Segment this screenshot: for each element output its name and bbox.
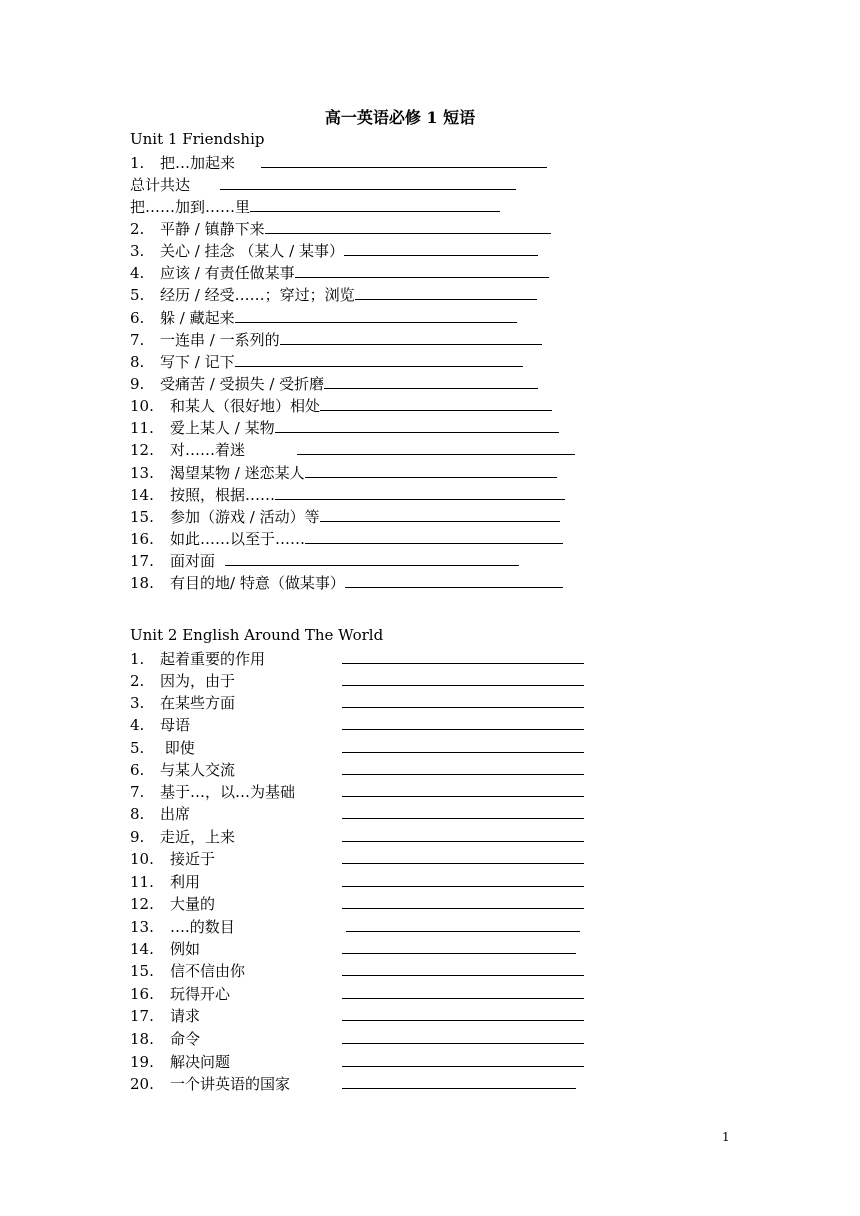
answer-blank[interactable] <box>265 219 551 234</box>
list-item: 8. 写下 / 记下 <box>130 351 523 373</box>
list-item: 17. 面对面 <box>130 550 519 572</box>
answer-blank[interactable] <box>305 463 557 478</box>
list-item: 16. 玩得开心 <box>130 983 584 1005</box>
answer-blank[interactable] <box>342 738 584 753</box>
list-item: 13. ….的数目 <box>130 916 580 938</box>
answer-blank[interactable] <box>342 671 584 686</box>
list-item: 13. 渴望某物 / 迷恋某人 <box>130 462 557 484</box>
list-item: 9. 走近，上来 <box>130 826 584 848</box>
answer-blank[interactable] <box>342 1006 584 1021</box>
list-item: 6. 与某人交流 <box>130 759 584 781</box>
answer-blank[interactable] <box>295 263 549 278</box>
list-item: 17. 请求 <box>130 1005 584 1027</box>
list-item: 14. 例如 <box>130 938 576 960</box>
list-item: 6. 躲 / 藏起来 <box>130 307 517 329</box>
list-item: 9. 受痛苦 / 受损失 / 受折磨 <box>130 373 538 395</box>
answer-blank[interactable] <box>250 197 500 212</box>
answer-blank[interactable] <box>342 1052 584 1067</box>
list-item: 19. 解决问题 <box>130 1051 584 1073</box>
list-item: 1. 把…加起来 <box>130 152 547 174</box>
answer-blank[interactable] <box>342 782 584 797</box>
list-item: 11. 利用 <box>130 871 584 893</box>
list-item: 10. 接近于 <box>130 848 584 870</box>
answer-blank[interactable] <box>342 760 584 775</box>
answer-blank[interactable] <box>320 396 552 411</box>
list-item: 3. 关心 / 挂念 （某人 / 某事） <box>130 240 538 262</box>
answer-blank[interactable] <box>297 440 575 455</box>
answer-blank[interactable] <box>342 827 584 842</box>
list-item: 8. 出席 <box>130 803 584 825</box>
answer-blank[interactable] <box>342 939 576 954</box>
answer-blank[interactable] <box>275 485 565 500</box>
answer-blank[interactable] <box>342 1029 584 1044</box>
answer-blank[interactable] <box>320 507 560 522</box>
list-item: 把……加到……里 <box>130 196 500 218</box>
answer-blank[interactable] <box>342 1074 576 1089</box>
list-item: 7. 一连串 / 一系列的 <box>130 329 542 351</box>
answer-blank[interactable] <box>235 352 523 367</box>
list-item: 12. 大量的 <box>130 893 584 915</box>
answer-blank[interactable] <box>342 872 584 887</box>
list-item: 总计共达 <box>130 174 516 196</box>
list-item: 18. 命令 <box>130 1028 584 1050</box>
list-item: 4. 应该 / 有责任做某事 <box>130 262 549 284</box>
answer-blank[interactable] <box>280 330 542 345</box>
list-item: 14. 按照，根据…… <box>130 484 565 506</box>
list-item: 12. 对……着迷 <box>130 439 575 461</box>
answer-blank[interactable] <box>342 894 584 909</box>
answer-blank[interactable] <box>261 153 547 168</box>
answer-blank[interactable] <box>344 241 538 256</box>
answer-blank[interactable] <box>305 529 563 544</box>
answer-blank[interactable] <box>220 175 516 190</box>
list-item: 4. 母语 <box>130 714 584 736</box>
list-item: 11. 爱上某人 / 某物 <box>130 417 559 439</box>
answer-blank[interactable] <box>324 374 538 389</box>
page-number: 1 <box>722 1130 730 1144</box>
answer-blank[interactable] <box>342 715 584 730</box>
document-title: 高一英语必修 1 短语 <box>324 108 476 127</box>
list-item: 15. 参加（游戏 / 活动）等 <box>130 506 560 528</box>
unit1-heading: Unit 1 Friendship <box>130 130 265 148</box>
answer-blank[interactable] <box>225 551 519 566</box>
list-item: 7. 基于…，以…为基础 <box>130 781 584 803</box>
list-item: 1. 起着重要的作用 <box>130 648 584 670</box>
answer-blank[interactable] <box>342 649 584 664</box>
list-item: 10. 和某人（很好地）相处 <box>130 395 552 417</box>
answer-blank[interactable] <box>355 285 537 300</box>
answer-blank[interactable] <box>342 961 584 976</box>
list-item: 16. 如此……以至于…… <box>130 528 563 550</box>
list-item: 15. 信不信由你 <box>130 960 584 982</box>
list-item: 2. 因为，由于 <box>130 670 584 692</box>
list-item: 2. 平静 / 镇静下来 <box>130 218 551 240</box>
list-item: 18. 有目的地/ 特意（做某事） <box>130 572 563 594</box>
list-item: 5. 即使 <box>130 737 584 759</box>
answer-blank[interactable] <box>346 917 580 932</box>
answer-blank[interactable] <box>345 573 563 588</box>
answer-blank[interactable] <box>235 308 517 323</box>
list-item: 3. 在某些方面 <box>130 692 584 714</box>
list-item: 20. 一个讲英语的国家 <box>130 1073 576 1095</box>
unit2-heading: Unit 2 English Around The World <box>130 626 384 644</box>
answer-blank[interactable] <box>342 804 584 819</box>
list-item: 5. 经历 / 经受……；穿过；浏览 <box>130 284 537 306</box>
answer-blank[interactable] <box>342 984 584 999</box>
answer-blank[interactable] <box>275 418 559 433</box>
answer-blank[interactable] <box>342 849 584 864</box>
answer-blank[interactable] <box>342 693 584 708</box>
